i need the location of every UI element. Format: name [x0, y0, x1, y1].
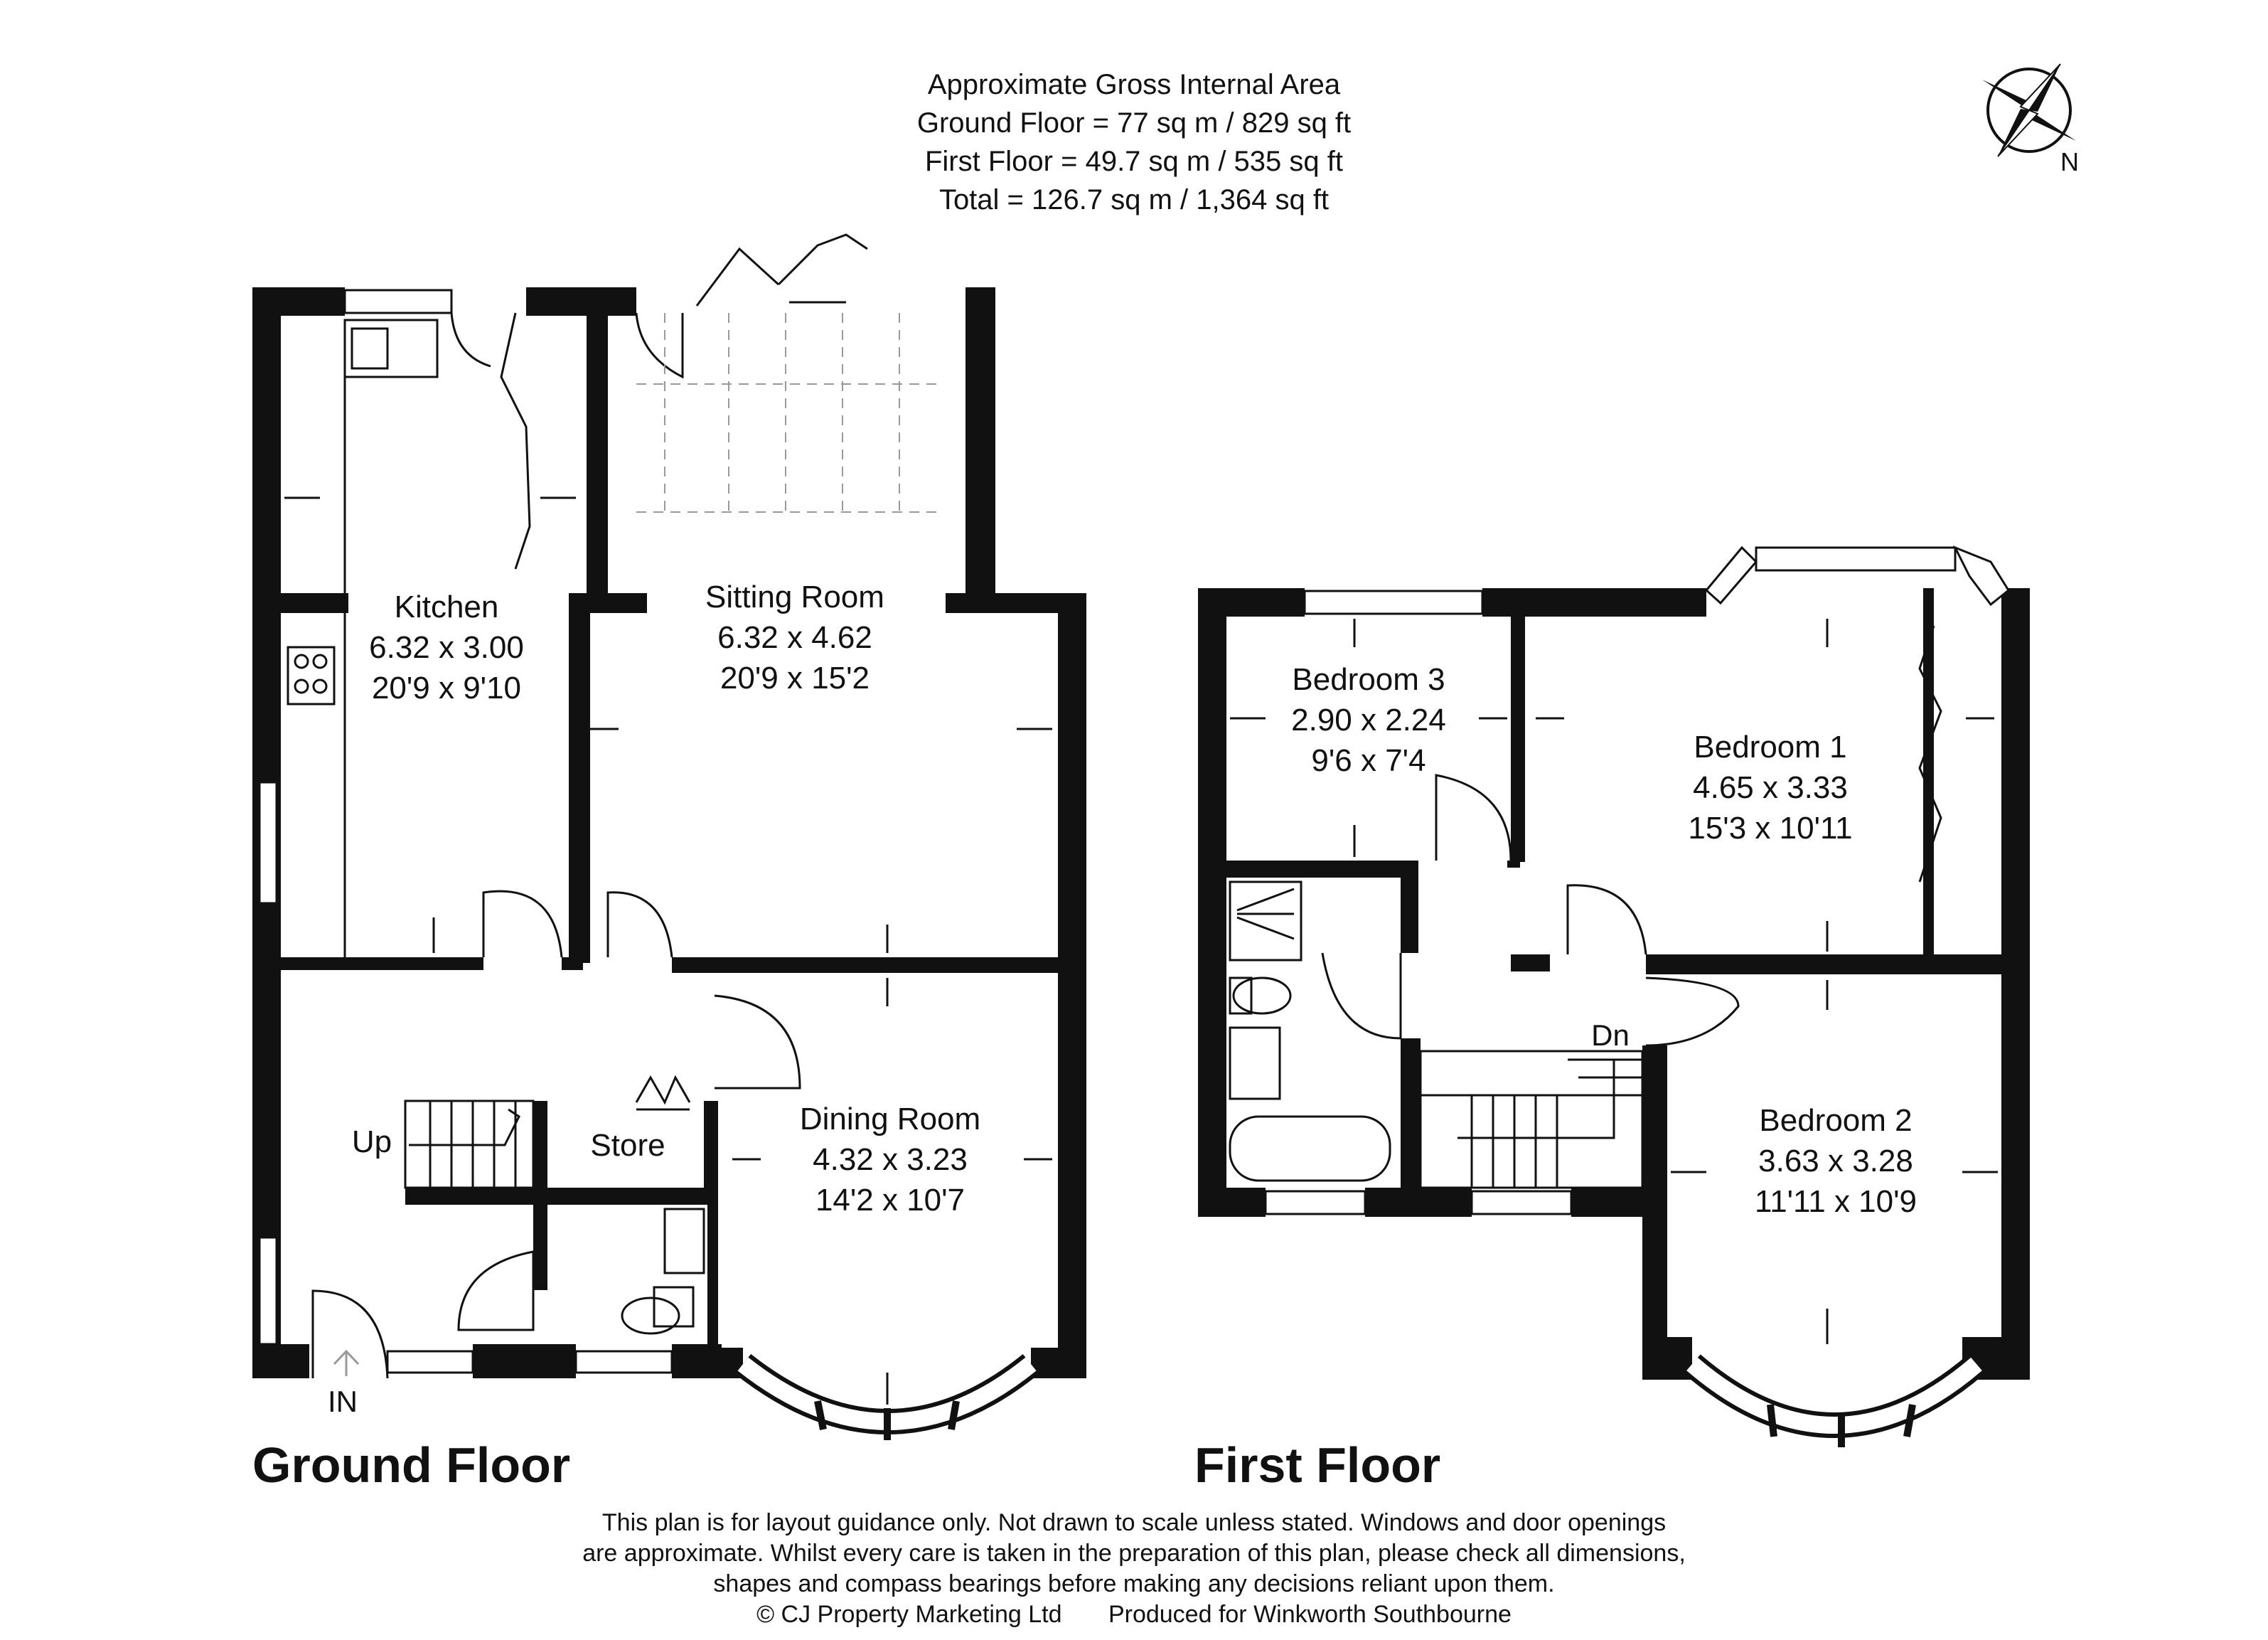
sitting-room-metric: 6.32 x 4.62 — [717, 620, 872, 655]
first-floor-staircase — [1421, 1051, 1642, 1188]
sitting-room-name: Sitting Room — [705, 580, 884, 614]
bedroom1-metric: 4.65 x 3.33 — [1693, 770, 1848, 805]
sitting-room-imperial: 20'9 x 15'2 — [720, 661, 870, 696]
copyright-text: © CJ Property Marketing Ltd — [756, 1601, 1062, 1628]
bifold-door-icon — [636, 235, 867, 377]
bedroom2-metric: 3.63 x 3.28 — [1758, 1144, 1913, 1178]
store-label: Store — [590, 1128, 665, 1163]
bedroom2-name: Bedroom 2 — [1759, 1103, 1913, 1138]
bedroom2-bay-window — [1692, 1364, 1977, 1447]
toilet-icon — [622, 1298, 679, 1333]
bedroom3-imperial: 9'6 x 7'4 — [1311, 743, 1426, 778]
shower-icon — [1230, 882, 1301, 960]
total-area: Total = 126.7 sq m / 1,364 sq ft — [938, 184, 1330, 215]
bedroom1-name: Bedroom 1 — [1694, 730, 1847, 765]
ground-floor-area: Ground Floor = 77 sq m / 829 sq ft — [916, 107, 1352, 139]
compass-north-label: N — [2060, 147, 2079, 176]
bath-icon — [1230, 1117, 1390, 1181]
dining-room-name: Dining Room — [799, 1102, 981, 1136]
ground-staircase — [405, 1101, 533, 1188]
produced-for-text: Produced for Winkworth Southbourne — [1108, 1601, 1512, 1628]
bedroom3-name: Bedroom 3 — [1292, 662, 1445, 697]
stairs-down-label: Dn — [1591, 1018, 1630, 1052]
hob-icon — [288, 647, 334, 704]
area-heading: Approximate Gross Internal Area — [927, 69, 1341, 100]
kitchen-name: Kitchen — [394, 590, 499, 624]
disclaimer — [427, 1508, 1841, 1630]
ground-floor-title: Ground Floor — [252, 1437, 571, 1493]
kitchen-imperial: 20'9 x 9'10 — [371, 671, 522, 705]
dining-room-imperial: 14'2 x 10'7 — [815, 1183, 965, 1218]
bedroom2-imperial: 11'11 x 10'9 — [1754, 1184, 1917, 1219]
basin-icon — [1230, 1028, 1280, 1099]
kitchen-metric: 6.32 x 3.00 — [369, 630, 524, 665]
ground-wc — [622, 1209, 704, 1333]
disclaimer-line-1: This plan is for layout guidance only. Not drawn to scale unless stated. Windows and door openings — [601, 1509, 1667, 1536]
first-floor-title: First Floor — [1194, 1437, 1441, 1493]
toilet-icon — [1234, 978, 1290, 1013]
credits — [427, 1599, 1841, 1630]
dining-room-metric: 4.32 x 3.23 — [813, 1142, 968, 1177]
ground-floor-windows — [260, 290, 672, 1373]
disclaimer-line-3: shapes and compass bearings before making any decisions reliant upon them. — [713, 1570, 1555, 1597]
bedroom1-imperial: 15'3 x 10'11 — [1688, 811, 1853, 846]
first-floor-area: First Floor = 49.7 sq m / 535 sq ft — [924, 146, 1343, 177]
entrance-label: IN — [328, 1385, 358, 1418]
disclaimer-line-2: are approximate. Whilst every care is taken in the preparation of this plan, please check all dimensions, — [582, 1540, 1686, 1567]
stairs-up-label: Up — [351, 1124, 392, 1159]
bedroom3-metric: 2.90 x 2.24 — [1291, 703, 1446, 738]
basin-icon — [665, 1209, 704, 1273]
entrance-arrow-icon — [334, 1351, 358, 1376]
store-bifold-icon — [636, 1077, 690, 1109]
compass-icon — [1982, 64, 2079, 176]
